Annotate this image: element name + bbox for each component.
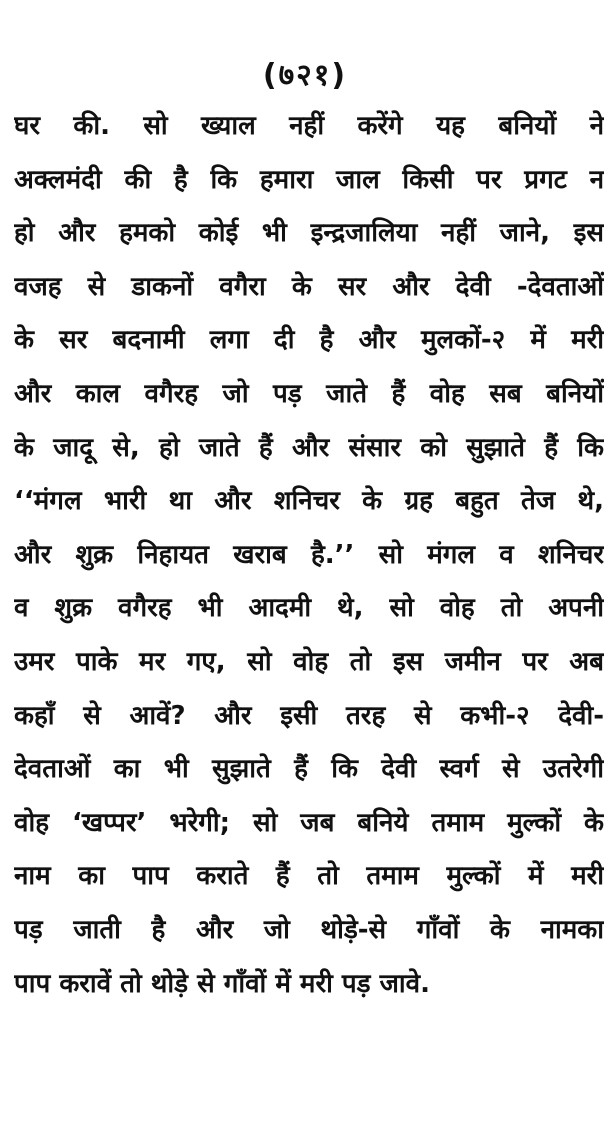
- text-line: कहाँ से आवें? और इसी तरह से कभी-२ देवी-: [14, 700, 604, 731]
- text-line: और काल वगैरह जो पड़ जाते हैं वोह सब बनियों: [14, 378, 604, 409]
- text-line: व शुक्र वगैरह भी आदमी थे, सो वोह तो अपनी: [14, 593, 604, 624]
- text-line: नाम का पाप कराते हैं तो तमाम मुल्कों में मरी: [14, 861, 604, 892]
- text-line: वजह से डाकनों वगैरा के सर और देवी -देवताओं: [14, 271, 604, 302]
- text-line: देवताओं का भी सुझाते हैं कि देवी स्वर्ग से उतरेगी: [14, 754, 604, 785]
- text-line: हो और हमको कोई भी इन्द्रजालिया नहीं जाने, इस: [14, 218, 604, 249]
- text-line: उमर पाके मर गए, सो वोह तो इस जमीन पर अब: [14, 646, 604, 677]
- text-line: के जादू से, हो जाते हैं और संसार को सुझाते हैं कि: [14, 432, 604, 463]
- text-line: घर की. सो ख्याल नहीं करेंगे यह बनियों ने: [14, 111, 604, 141]
- page-number: (७२१): [262, 58, 348, 93]
- text-line: पड़ जाती है और जो थोड़े-से गाँवों के नामका: [14, 914, 604, 945]
- text-line: वोह ‘खप्पर’ भरेगी; सो जब बनिये तमाम मुल्कों के: [14, 807, 604, 838]
- text-line: और शुक्र निहायत खराब है.’’ सो मंगल व शनिचर: [14, 539, 604, 570]
- text-line: पाप करावें तो थोड़े से गाँवों में मरी पड़ जावे.: [14, 968, 430, 999]
- text-line: ‘‘मंगल भारी था और शनिचर के ग्रह बहुत तेज थे,: [14, 486, 604, 517]
- text-line: अक्लमंदी की है कि हमारा जाल किसी पर प्रगट न: [14, 164, 604, 195]
- body-text: [14, 100, 604, 1011]
- text-line: के सर बदनामी लगा दी है और मुलकों-२ में मरी: [14, 325, 604, 356]
